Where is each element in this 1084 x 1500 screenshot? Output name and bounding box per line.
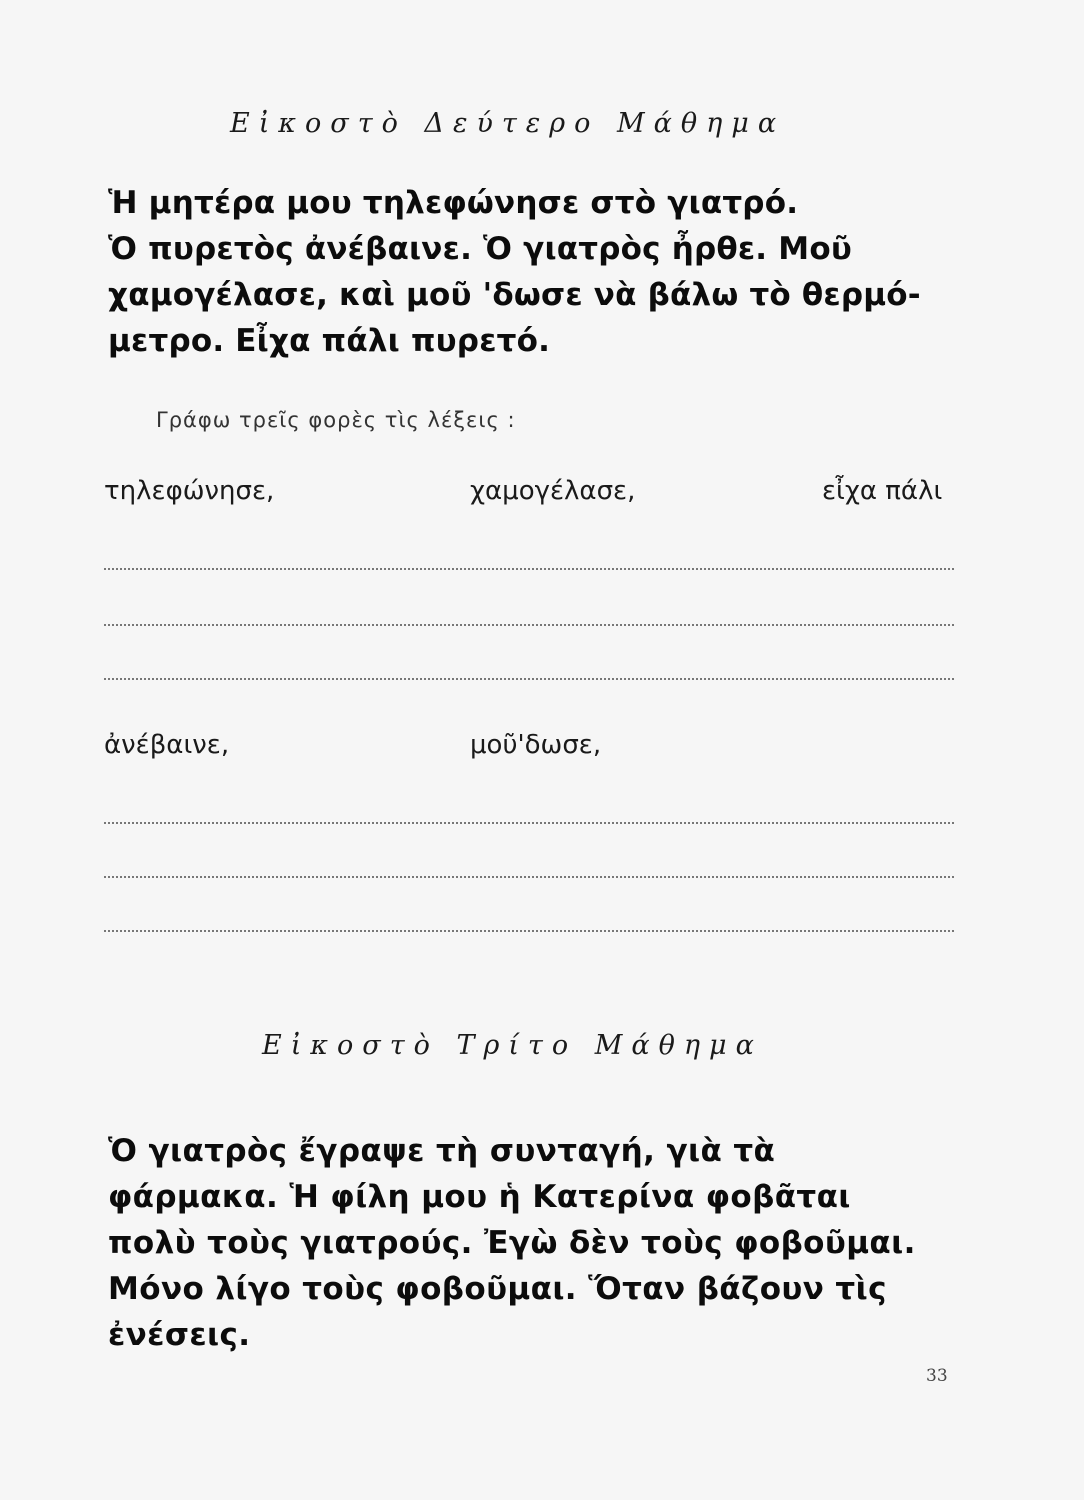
paragraph-line: Ἡ μητέρα μου τηλεφώνησε στὸ γιατρό. bbox=[108, 185, 799, 221]
paragraph-line: Μόνο λίγο τοὺς φοβοῦμαι. Ὅταν βάζουν τὶς bbox=[108, 1271, 887, 1307]
exercise-word: μοῦ'δωσε, bbox=[470, 730, 602, 760]
paragraph-line: ἐνέσεις. bbox=[108, 1317, 251, 1353]
paragraph-line: Ὁ πυρετὸς ἀνέβαινε. Ὁ γιατρὸς ἦρθε. Μοῦ bbox=[108, 231, 852, 267]
page-number: 33 bbox=[926, 1366, 948, 1386]
exercise-word: ἀνέβαινε, bbox=[104, 730, 230, 760]
writing-line bbox=[104, 568, 954, 570]
exercise-word: εἶχα πάλι bbox=[822, 476, 943, 506]
paragraph-line: Ὁ γιατρὸς ἔγραψε τὴ συνταγή, γιὰ τὰ bbox=[108, 1133, 776, 1169]
writing-line bbox=[104, 624, 954, 626]
paragraph-line: μετρο. Εἶχα πάλι πυρετό. bbox=[108, 323, 551, 359]
writing-line bbox=[104, 930, 954, 932]
paragraph-line: χαμογέλασε, καὶ μοῦ 'δωσε νὰ βάλω τὸ θερμό- bbox=[108, 277, 921, 313]
writing-instruction: Γράφω τρεῖς φορὲς τὶς λέξεις : bbox=[156, 408, 516, 432]
writing-line bbox=[104, 876, 954, 878]
paragraph-line: φάρμακα. Ἡ φίλη μου ἡ Κατερίνα φοβᾶται bbox=[108, 1179, 851, 1215]
paragraph-line: πολὺ τοὺς γιατρούς. Ἐγὼ δὲν τοὺς φοβοῦμαι. bbox=[108, 1225, 916, 1261]
writing-line bbox=[104, 678, 954, 680]
writing-line bbox=[104, 822, 954, 824]
lesson-22-title: Εἰκοστὸ Δεύτερο Μάθημα bbox=[230, 108, 786, 139]
exercise-word: τηλεφώνησε, bbox=[104, 476, 275, 506]
exercise-word: χαμογέλασε, bbox=[470, 476, 636, 506]
lesson-23-title: Εἰκοστὸ Τρίτο Μάθημα bbox=[262, 1030, 763, 1061]
